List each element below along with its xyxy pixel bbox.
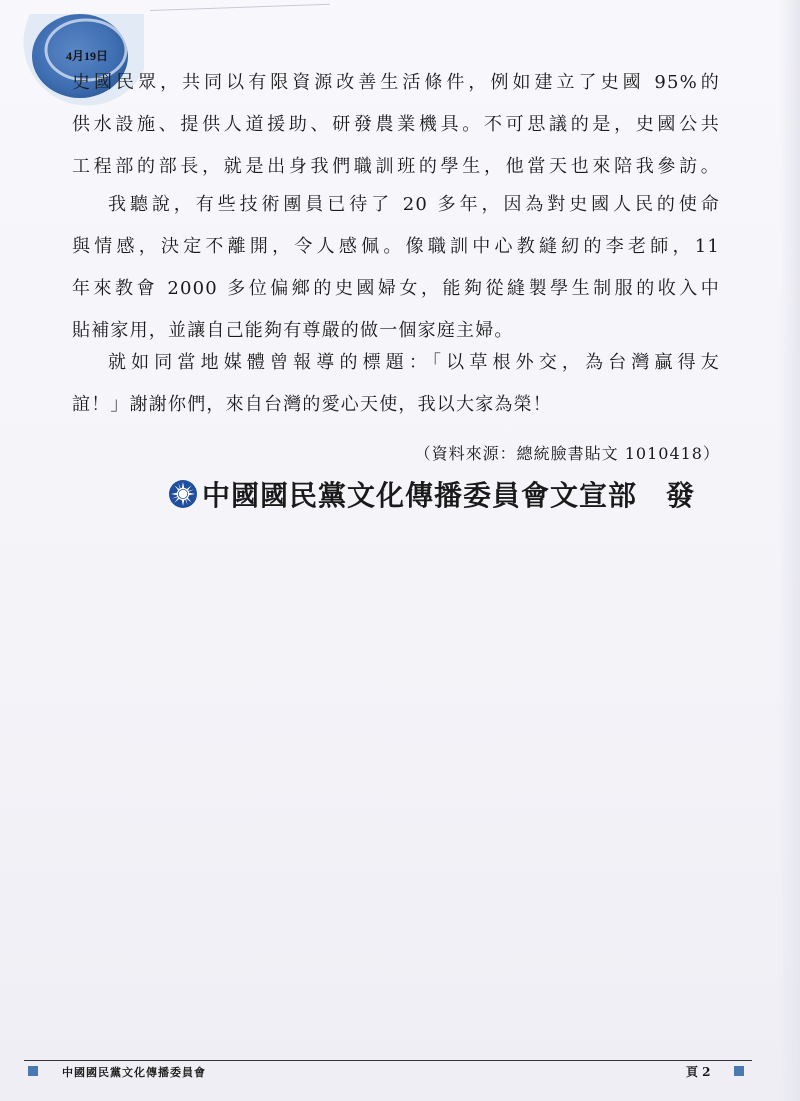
text-line: 貼補家用，並讓自己能夠有尊嚴的做一個家庭主婦。 [72, 320, 514, 341]
date-label: 4月19日 [66, 49, 109, 63]
footer-square-icon [28, 1066, 38, 1076]
text-line: 我聽說，有些技術團員已待了 20 多年，因為對史國人民的使命 [108, 194, 720, 215]
text-line: 供水設施、提供人道援助、研發農業機具。不可思議的是，史國公共 [72, 114, 720, 135]
footer-org-name: 中國國民黨文化傳播委員會 [62, 1066, 206, 1079]
text-line: 誼！」謝謝你們，來自台灣的愛心天使，我以大家為榮！ [72, 394, 552, 415]
text-line: 年來教會 2000 多位偏鄉的史國婦女，能夠從縫製學生制服的收入中 [72, 278, 720, 299]
footer-divider [24, 1060, 752, 1061]
text-line: 工程部的部長，就是出身我們職訓班的學生，他當天也來陪我參訪。 [72, 156, 720, 177]
footer-square-icon [734, 1066, 744, 1076]
scan-edge [778, 0, 800, 1101]
text-line: 就如同當地媒體曾報導的標題：「以草根外交，為台灣贏得友 [108, 352, 720, 373]
page-number: 頁 2 [686, 1065, 711, 1079]
signature-text: 中國國民黨文化傳播委員會文宣部 發 [202, 479, 696, 512]
source-note: （資料來源：總統臉書貼文 1010418） [414, 444, 720, 463]
signature [168, 474, 695, 514]
text-line: 與情感，決定不離開，令人感佩。像職訓中心教縫紉的李老師，11 [72, 236, 720, 257]
text-line: 史國民眾，共同以有限資源改善生活條件，例如建立了史國 95%的 [72, 72, 720, 93]
kmt-emblem-icon [168, 479, 198, 509]
